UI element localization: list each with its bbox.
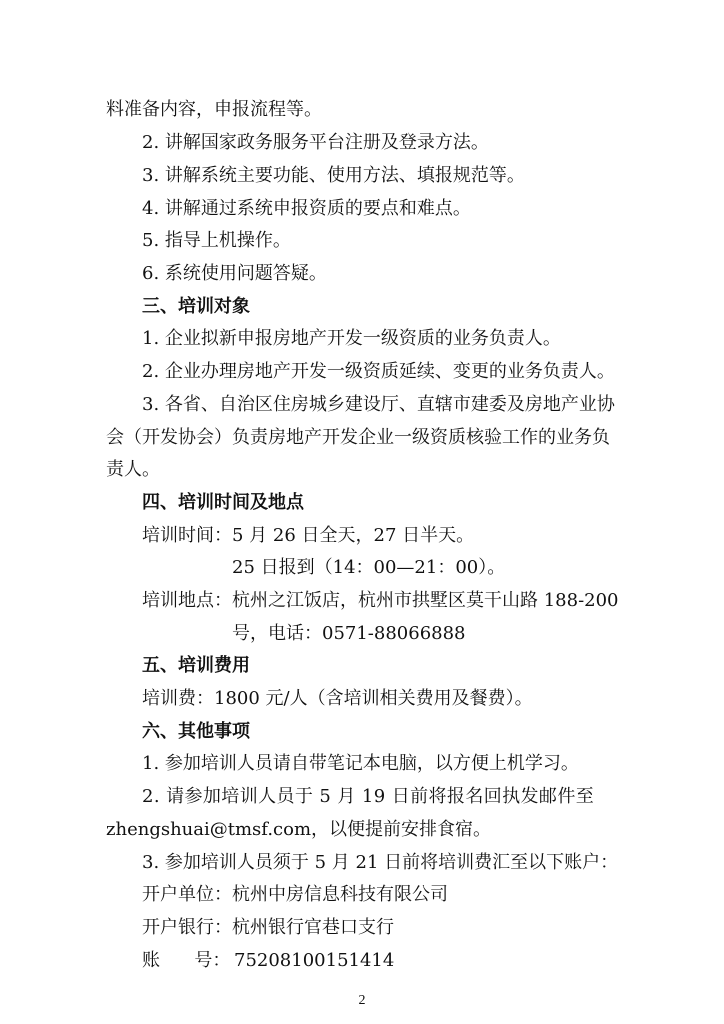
section-heading-training-target: 三、培训对象 [142,296,250,317]
list-item-continuation: 会（开发协会）负责房地产开发企业一级资质核验工作的业务负 [106,427,610,448]
account-holder: 开户单位：杭州中房信息科技有限公司 [142,884,448,905]
account-number-row [0,949,724,973]
list-item: 1. 企业拟新申报房地产开发一级资质的业务负责人。 [142,328,561,349]
section-heading-time-location: 四、培训时间及地点 [142,492,304,513]
account-bank: 开户银行：杭州银行官巷口支行 [142,917,394,938]
training-time: 培训时间：5 月 26 日全天，27 日半天。 [142,525,475,546]
list-item: 1. 参加培训人员请自带笔记本电脑，以方便上机学习。 [142,753,579,774]
list-item: 3. 讲解系统主要功能、使用方法、填报规范等。 [142,165,525,186]
section-heading-other: 六、其他事项 [142,721,250,742]
account-number-value: 75208100151414 [234,950,395,971]
list-item: 2. 企业办理房地产开发一级资质延续、变更的业务负责人。 [142,361,615,382]
check-in-time: 25 日报到（14：00—21：00）。 [232,557,506,578]
section-heading-fees: 五、培训费用 [142,655,250,676]
page-number: 2 [358,993,366,1008]
training-fee: 培训费：1800 元/人（含培训相关费用及餐费）。 [142,688,533,709]
training-location-phone: 号，电话：0571-88066888 [232,623,466,644]
list-item-continuation: 责人。 [106,459,160,480]
email-line: zhengshuai@tmsf.com，以便提前安排食宿。 [106,819,492,840]
list-item: 3. 各省、自治区住房城乡建设厅、直辖市建委及房地产业协 [142,394,615,415]
account-number-label: 账 号： [142,950,231,971]
list-item: 3. 参加培训人员须于 5 月 21 日前将培训费汇至以下账户： [142,852,619,873]
training-location: 培训地点：杭州之江饭店，杭州市拱墅区莫干山路 188-200 [142,590,619,611]
list-item: 4. 讲解通过系统申报资质的要点和难点。 [142,198,471,219]
paragraph-continuation: 料准备内容，申报流程等。 [106,99,322,120]
list-item: 2. 请参加培训人员于 5 月 19 日前将报名回执发邮件至 [142,786,595,807]
list-item: 2. 讲解国家政务服务平台注册及登录方法。 [142,132,489,153]
list-item: 6. 系统使用问题答疑。 [142,263,327,284]
list-item: 5. 指导上机操作。 [142,230,291,251]
